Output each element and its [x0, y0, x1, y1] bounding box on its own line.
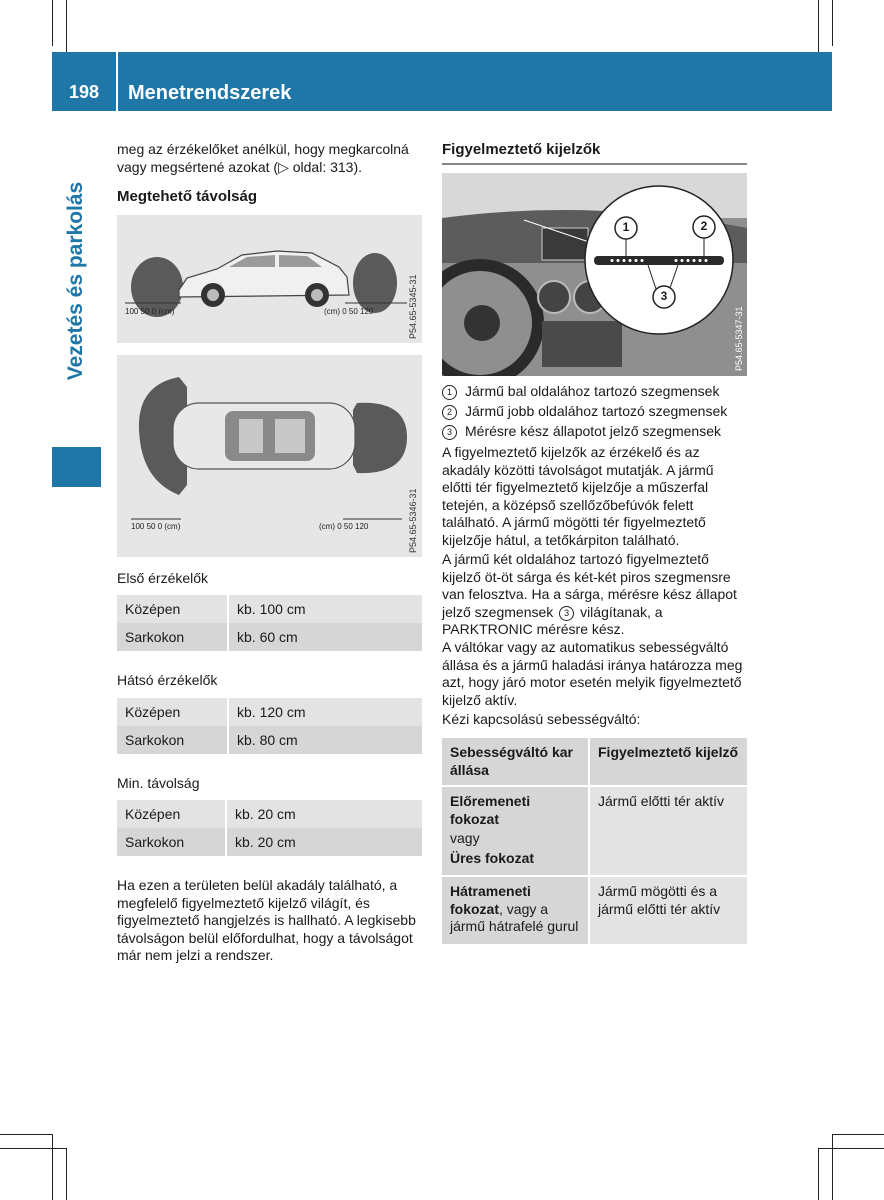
legend-item: [442, 403, 727, 420]
crop-mark: [66, 0, 67, 52]
side-view-car-illustration: [117, 215, 422, 343]
table-cell-value: kb. 120 cm: [228, 698, 422, 726]
legend-item: [442, 383, 719, 400]
heading-rule: [442, 163, 747, 165]
page-number: 198: [68, 82, 100, 102]
crop-mark: [52, 1134, 53, 1200]
paragraph-manual-gearbox: Kézi kapcsolású sebességváltó:: [442, 711, 641, 727]
table-cell-key: Sarkokon: [117, 726, 228, 754]
table-cell-gear: [442, 787, 588, 875]
intro-paragraph: meg az érzékelőket anélkül, hogy megkarcolná vagy megsértené azokat (▷ oldal: 313).: [117, 141, 409, 175]
crop-mark: [832, 1134, 884, 1135]
front-wheel-hub: [207, 289, 219, 301]
table-cell-key: Sarkokon: [117, 828, 226, 856]
scale-left: 100 50 0 (cm): [131, 522, 181, 531]
crop-mark: [832, 1134, 833, 1200]
crop-mark: [0, 1134, 52, 1135]
table-row: [117, 595, 422, 623]
table-cell-key: Sarkokon: [117, 623, 228, 651]
legend-text: Jármű bal oldalához tartozó szegmensek: [465, 383, 720, 399]
paragraph-segments-end: világítanak, a PARKTRONIC mérésre kész.: [442, 603, 663, 637]
crop-mark: [832, 0, 833, 46]
figure-code: P54.65-5345-31: [408, 274, 418, 339]
table-cell-display: Jármű előtti tér aktív: [590, 787, 747, 875]
crop-mark: [818, 0, 819, 52]
table-cell-value: kb. 20 cm: [226, 800, 422, 828]
figure-code: P54.65-5346-31: [408, 488, 418, 553]
gear-reverse: Hátrameneti fokozat: [450, 883, 531, 917]
steering-hub: [464, 305, 500, 341]
table-cell-key: Középen: [117, 698, 228, 726]
legend-item: [442, 423, 721, 440]
header-divider: [116, 52, 118, 111]
paragraph-active-display: A váltókar vagy az automatikus sebességváltó állása és a jármű haladási iránya határozza meg azt, hogy járó motor esetén melyik figyelmeztető kijelző aktív.: [442, 639, 743, 708]
range-heading: Megtehető távolság: [117, 188, 258, 205]
table-cell-value: kb. 20 cm: [226, 828, 422, 856]
side-view-figure: [117, 215, 422, 343]
legend-text: Jármű jobb oldalához tartozó szegmensek: [465, 403, 728, 419]
table-cell-value: kb. 80 cm: [228, 726, 422, 754]
table-row: [442, 877, 747, 944]
dashboard-figure: [442, 173, 747, 376]
car-sunroof: [239, 419, 263, 453]
front-sensors-table: [117, 595, 422, 651]
table-row: [117, 828, 422, 856]
legend-number: 1: [442, 385, 457, 400]
rear-wheel-hub: [311, 289, 323, 301]
table-cell-value: kb. 60 cm: [228, 623, 422, 651]
top-view-figure: [117, 355, 422, 557]
paragraph-distance: A figyelmeztető kijelzők az érzékelő és az akadály közötti távolságot mutatják. A jármű előtti tér figyelmeztető kijelzője a műszerfal tetején, a középső szellőzőbefúvók felett található. A jármű mögötti tér figyelmeztető kijelzője hátul, a tetőkárpiton található.: [442, 444, 714, 548]
warning-displays-heading: Figyelmeztető kijelzők: [442, 141, 601, 158]
gear-or: vagy: [450, 830, 480, 846]
center-screen: [542, 228, 588, 260]
rear-sensor-zone: [353, 403, 407, 473]
figure-code: P54.65-5347-31: [734, 306, 744, 371]
crop-mark: [0, 1148, 66, 1149]
table-row: [442, 787, 747, 875]
closing-paragraph: Ha ezen a területen belül akadály található, a megfelelő figyelmeztető kijelző világít, és figyelmeztető hangjelzés is hallható. A legkisebb távolságon belül előfordulhat, hogy a távolságot már nem jelzi a rendszer.: [117, 877, 416, 963]
gear-neutral: Üres fokozat: [450, 849, 535, 866]
table-header-cell: Sebességváltó kar állása: [442, 738, 588, 785]
rear-sensors-label: Hátsó érzékelők: [117, 672, 218, 688]
page-header: [52, 52, 832, 111]
gear-forward: Előremeneti fokozat: [450, 793, 531, 827]
table-cell-gear: [442, 877, 588, 944]
chapter-tab: [52, 447, 101, 487]
gear-reverse-rest: , vagy a jármű hátrafelé gurul: [450, 900, 579, 934]
callout-3: 3: [660, 289, 668, 303]
rear-sensors-table: [117, 698, 422, 754]
table-header-cell: Figyelmeztető kijelző: [590, 738, 747, 785]
center-console: [542, 321, 622, 367]
scale-right: (cm) 0 50 120: [319, 522, 369, 531]
table-row: [117, 726, 422, 754]
table-row: [117, 800, 422, 828]
scale-left: 100 50 0 (cm): [125, 307, 175, 316]
table-row: [117, 698, 422, 726]
table-cell-key: Középen: [117, 800, 226, 828]
legend-text: Mérésre kész állapotot jelző szegmensek: [465, 423, 722, 439]
min-distance-table: [117, 800, 422, 856]
crop-mark: [818, 1148, 819, 1200]
section-title: Menetrendszerek: [128, 82, 292, 104]
reference-number: 3: [559, 606, 574, 621]
min-distance-label: Min. távolság: [117, 775, 200, 791]
dashboard-illustration: [442, 173, 747, 376]
table-header-row: [442, 738, 747, 785]
vent-left: [538, 281, 570, 313]
paragraph-segments: [442, 551, 747, 639]
callout-2: 2: [700, 219, 708, 233]
gear-table: [442, 738, 747, 944]
crop-mark: [52, 0, 53, 46]
callout-1: 1: [622, 220, 630, 234]
scale-right: (cm) 0 50 120: [324, 307, 374, 316]
table-row: [117, 623, 422, 651]
crop-mark: [818, 1148, 884, 1149]
chapter-label: Vezetés és parkolás: [64, 181, 87, 381]
table-cell-key: Középen: [117, 595, 228, 623]
car-rear-glass: [275, 419, 305, 453]
legend-number: 3: [442, 425, 457, 440]
front-sensors-label: Első érzékelők: [117, 570, 209, 586]
rear-sensor-zone: [353, 253, 397, 313]
crop-mark: [66, 1148, 67, 1200]
chapter-sidebar: [52, 111, 101, 487]
paragraph-segments-start: A jármű két oldalához tartozó figyelmeztető kijelző öt-öt sárga és két-két piros szegmensre van felosztva. Ha a sárga, mérésre kész állapot jelző szegmensek: [442, 551, 737, 620]
table-cell-display: Jármű mögötti és a jármű előtti tér aktív: [590, 877, 747, 944]
table-cell-value: kb. 100 cm: [228, 595, 422, 623]
legend-number: 2: [442, 405, 457, 420]
